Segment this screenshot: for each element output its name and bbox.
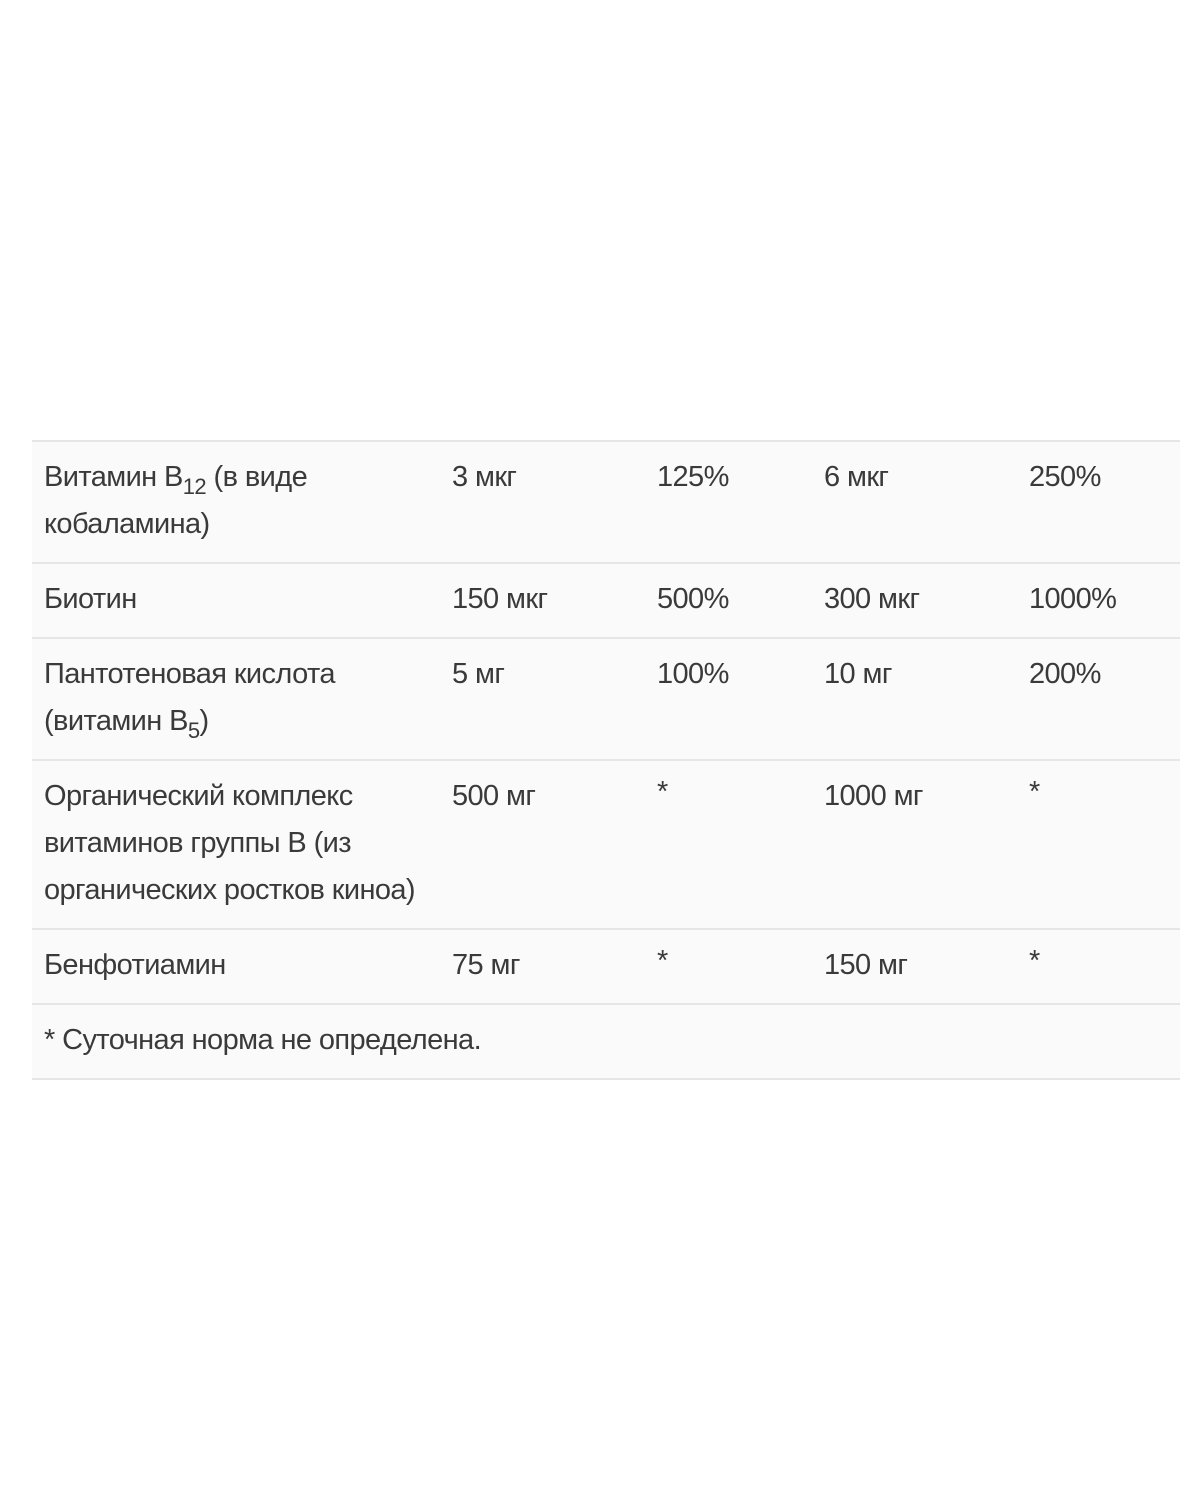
nutrient-table xyxy=(32,440,1180,1080)
amount-per-serving: 150 мкг xyxy=(440,563,645,638)
daily-value-percent-double: * xyxy=(1017,760,1180,929)
footnote-row xyxy=(32,1004,1180,1079)
table-row xyxy=(32,563,1180,638)
footnote: * Суточная норма не определена. xyxy=(32,1004,1180,1079)
amount-per-double-serving: 1000 мг xyxy=(812,760,1017,929)
daily-value-percent-double: * xyxy=(1017,929,1180,1004)
daily-value-percent-double: 1000% xyxy=(1017,563,1180,638)
daily-value-percent-double: 250% xyxy=(1017,441,1180,563)
table-row xyxy=(32,929,1180,1004)
amount-per-double-serving: 6 мкг xyxy=(812,441,1017,563)
amount-per-double-serving: 300 мкг xyxy=(812,563,1017,638)
daily-value-percent: * xyxy=(645,929,812,1004)
table-row xyxy=(32,760,1180,929)
nutrient-name: Бенфотиамин xyxy=(32,929,440,1004)
nutrient-name: Органический комплекс витаминов группы B (из органических ростков киноа) xyxy=(32,760,440,929)
amount-per-serving: 500 мг xyxy=(440,760,645,929)
daily-value-percent: 125% xyxy=(645,441,812,563)
daily-value-percent-double: 200% xyxy=(1017,638,1180,760)
amount-per-double-serving: 10 мг xyxy=(812,638,1017,760)
nutrient-name: Биотин xyxy=(32,563,440,638)
nutrient-name: Витамин $B_{12}$ (в виде кобаламина) xyxy=(32,441,440,563)
amount-per-serving: 5 мг xyxy=(440,638,645,760)
supplement-facts-table xyxy=(32,440,1180,1080)
table-row xyxy=(32,441,1180,563)
nutrient-name: Пантотеновая кислота (витамин $B_5$) xyxy=(32,638,440,760)
amount-per-serving: 3 мкг xyxy=(440,441,645,563)
table-row xyxy=(32,638,1180,760)
daily-value-percent: * xyxy=(645,760,812,929)
daily-value-percent: 100% xyxy=(645,638,812,760)
amount-per-serving: 75 мг xyxy=(440,929,645,1004)
amount-per-double-serving: 150 мг xyxy=(812,929,1017,1004)
daily-value-percent: 500% xyxy=(645,563,812,638)
